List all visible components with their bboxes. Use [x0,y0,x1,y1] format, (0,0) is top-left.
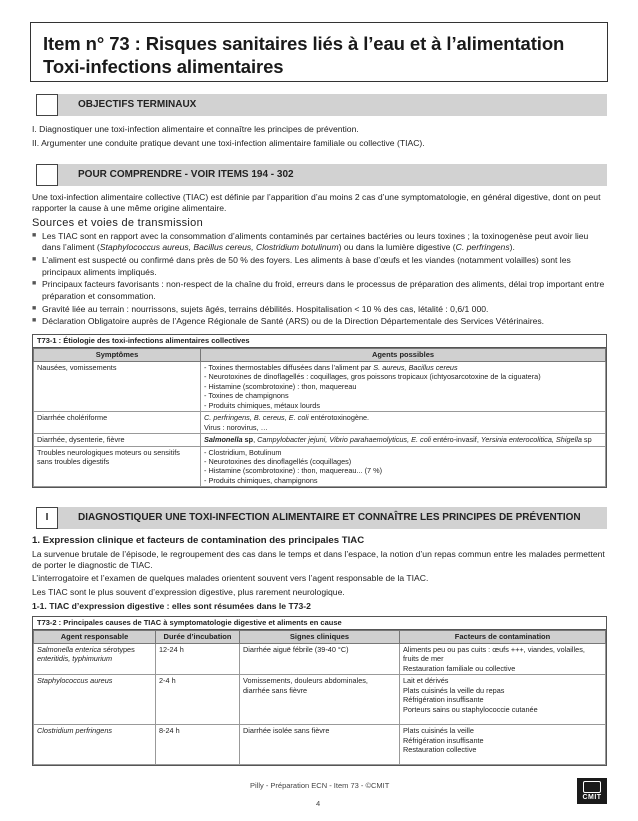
signs-cell: Diarrhée aiguë fébrile (39-40 °C) [240,643,400,674]
symptom-cell: Nausées, vomissements [34,361,201,411]
table-caption: T73-2 : Principales causes de TIAC à symptomatologie digestive et aliments en cause [33,617,606,630]
cmit-logo [577,778,607,804]
section-marker [36,164,58,186]
table-row [34,643,606,674]
factor-line: Restauration familiale ou collective [403,663,516,673]
factor-line: Porteurs sains ou staphylococcie cutanée [403,704,538,714]
agent-line: - Toxines de champignons [204,391,289,401]
paragraph: La survenue brutale de l’épisode, le regroupement des cas dans le temps et dans l’espace, la notion d’un repas commun entre les malades permettent de porter le diagnostic de TIAC. [32,549,605,571]
table-row [34,434,606,446]
item-subtitle: Toxi-infections alimentaires [43,55,284,77]
symptom-cell: Troubles neurologiques moteurs ou sensitifs sans troubles digestifs [34,446,201,487]
table-caption: T73-1 : Étiologie des toxi-infections alimentaires collectives [33,335,606,348]
subsection-heading: 1. Expression clinique et facteurs de contamination des principales TIAC [32,535,365,546]
objectifs-header-bar [36,94,607,116]
list-item: ■ L’aliment est suspecté ou confirmé dans près de 50 % des foyers. Les aliments à base d’œufs et les viandes (notamment volailles) sont les principaux aliments impliqués. [32,255,607,278]
agent-cell: Staphylococcus aureus [34,675,156,725]
factor-line: Restauration collective [403,745,477,755]
list-item: ■ Les TIAC sont en rapport avec la consommation d’aliments contaminés par certaines bactéries ou leurs toxines ; la toxinogenèse peut avoir lieu dans l’aliment (Staphylococcus aureus, Bacillus cereus, Clostridium botulinum) ou dans la lumière digestive (C. perfringens). [32,231,607,254]
item-title-box [30,22,608,82]
logo-text: CMIT [582,793,602,801]
comprendre-header-bar [36,164,607,186]
subsection-title: 1-1. TIAC d’expression digestive : elles sont résumées dans le T73-2 [32,601,311,611]
table-row [34,361,606,411]
agent-line: Virus : norovirus, … [204,422,268,432]
paragraph: Les TIAC sont le plus souvent d’expression digestive, plus rarement neurologique. [32,587,345,597]
signs-cell: Vomissements, douleurs abdominales, diarrhée sans fièvre [240,675,400,725]
agent-line: - Produits chimiques, champignons [204,475,318,485]
sources-list [32,231,607,329]
column-header: Durée d’incubation [156,630,240,643]
factor-line: Lait et dérivés [403,676,449,686]
agent-line: - Neurotoxines de dinoflagellés : coquillages, gros poissons tropicaux (ichtyosarcotoxine de la ciguatera) [204,372,541,382]
incubation-cell: 2-4 h [156,675,240,725]
agent-line: - Toxines thermostables diffusées dans l’aliment par S. aureus, Bacillus cereus [204,362,458,372]
list-item: ■ Déclaration Obligatoire auprès de l’Agence Régionale de Santé (ARS) ou de la Direction Départementale des Services Vétérinaires. [32,316,607,327]
objectif-1: I. Diagnostiquer une toxi-infection alimentaire et connaître les principes de prévention. [32,124,359,134]
section-number: I [36,507,58,529]
table-t73-2 [32,616,607,766]
agent-line: - Histamine (scombrotoxine) : thon, maquereau... (7 %) [204,466,383,476]
list-item: ■ Principaux facteurs favorisants : non-respect de la chaîne du froid, erreurs dans le processus de préparation des aliments, délai trop important entre préparation et consommation. [32,279,607,302]
logo-icon [583,781,601,793]
factor-line: Plats cuisinés la veille du repas [403,685,505,695]
table-row [34,675,606,725]
column-header: Symptômes [34,348,201,361]
incubation-cell: 8-24 h [156,725,240,765]
agents-cell [201,434,606,446]
footer-text: Pilly - Préparation ECN - Item 73 - ©CMIT [250,781,390,790]
agent-cell: Clostridium perfringens [34,725,156,765]
incubation-cell: 12-24 h [156,643,240,674]
table-row [34,446,606,487]
agents-cell [201,361,606,411]
section-1-heading: DIAGNOSTIQUER UNE TOXI-INFECTION ALIMENTAIRE ET CONNAÎTRE LES PRINCIPES DE PRÉVENTION [78,512,581,524]
factor-line: Aliments peu ou pas cuits : œufs +++, viandes, volailles, fruits de mer [403,644,585,664]
agents-cell [201,446,606,487]
table-row [34,412,606,434]
agent-line: - Histamine (scombrotoxine) : thon, maquereau [204,381,357,391]
etiology-table [33,348,606,488]
paragraph: L’interrogatoire et l’examen de quelques malades orientent souvent vers l’agent responsable de la TIAC. [32,573,429,583]
signs-cell: Diarrhée isolée sans fièvre [240,725,400,765]
column-header: Facteurs de contamination [400,630,606,643]
section-1-header-bar [36,507,607,529]
column-header: Signes cliniques [240,630,400,643]
factor-line: Réfrigération insuffisante [403,735,484,745]
column-header: Agent responsable [34,630,156,643]
agent-line: Salmonella sp, Campylobacter jejuni, Vibrio parahaemolyticus, E. coli entéro-invasif, Yersinia enterocolitica, Shigella sp [204,435,592,445]
digestive-tiac-table [33,630,606,765]
factors-cell [400,675,606,725]
list-item: ■ Gravité liée au terrain : nourrissons, sujets âgés, terrains débilités. Hospitalisation < 10 % des cas, létalité : 0,6/1 000. [32,304,607,315]
symptom-cell: Diarrhée cholériforme [34,412,201,434]
agent-cell: Salmonella enterica sérotypes enteritidis, typhimurium [34,643,156,674]
table-t73-1 [32,334,607,488]
objectif-2: II. Argumenter une conduite pratique devant une toxi-infection alimentaire familiale ou collective (TIAC). [32,138,425,148]
agents-cell [201,412,606,434]
table-row [34,725,606,765]
factors-cell [400,725,606,765]
factors-cell [400,643,606,674]
objectifs-heading: OBJECTIFS TERMINAUX [78,99,197,111]
factor-line: Plats cuisinés la veille [403,726,474,736]
tiac-definition: Une toxi-infection alimentaire collective (TIAC) est définie par l’apparition d’au moins 2 cas d’une symptomatologie, en général digestive, dont on peut rapporter la cause à une même origine alimentaire. [32,192,601,214]
item-title: Item n° 73 : Risques sanitaires liés à l’eau et à l’alimentation [43,33,565,54]
agent-line: - Neurotoxines des dinoflagellés (coquillages) [204,457,352,466]
sources-heading: Sources et voies de transmission [32,217,204,229]
agent-line: - Clostridium, Botulinum [204,447,282,457]
symptom-cell: Diarrhée, dysenterie, fièvre [34,434,201,446]
factor-line: Réfrigération insuffisante [403,695,484,705]
agent-line: - Produits chimiques, métaux lourds [204,400,320,410]
agent-line: C. perfringens, B. cereus, E. coli entérotoxinogène. [204,413,370,423]
column-header: Agents possibles [201,348,606,361]
page-number: 4 [316,799,321,808]
section-marker [36,94,58,116]
comprendre-heading: POUR COMPRENDRE - VOIR ITEMS 194 - 302 [78,169,294,181]
